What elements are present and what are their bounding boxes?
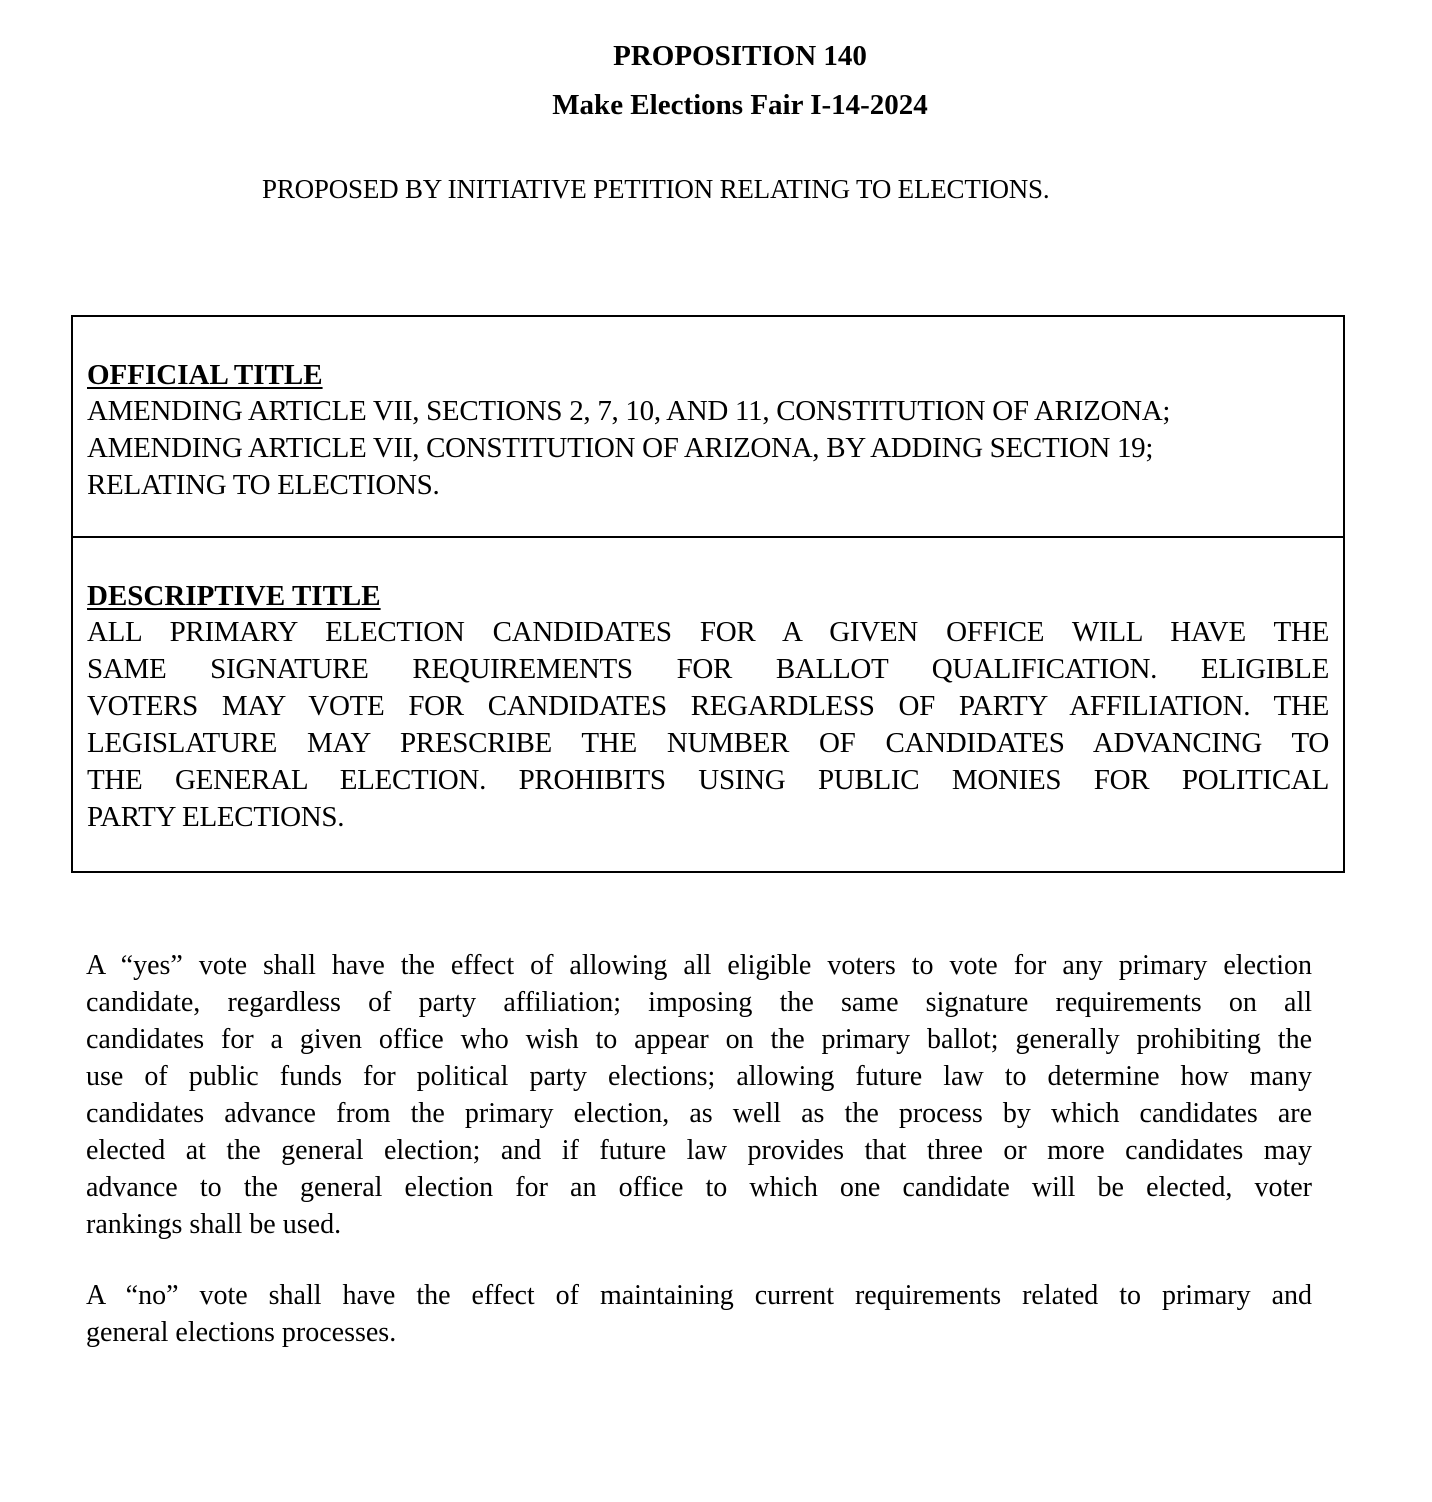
descriptive-title-text — [87, 614, 1329, 836]
descriptive-title-line: ALL PRIMARY ELECTION CANDIDATES FOR A GIVEN OFFICE WILL HAVE THE — [87, 616, 1329, 648]
proposition-name: Make Elections Fair I-14-2024 — [552, 89, 928, 121]
descriptive-title-cell — [73, 538, 1343, 871]
yes-effect-line: A “yes” vote shall have the effect of allowing all eligible voters to vote for any primary election — [86, 950, 1312, 981]
descriptive-title-line: LEGISLATURE MAY PRESCRIBE THE NUMBER OF CANDIDATES ADVANCING TO — [87, 727, 1329, 759]
official-title-line: RELATING TO ELECTIONS. — [87, 469, 440, 501]
descriptive-title-line: VOTERS MAY VOTE FOR CANDIDATES REGARDLESS OF PARTY AFFILIATION. THE — [87, 690, 1329, 722]
yes-effect-line: use of public funds for political party elections; allowing future law to determine how many — [86, 1061, 1312, 1092]
titles-table — [71, 315, 1345, 873]
descriptive-title-line: PARTY ELECTIONS. — [87, 801, 345, 833]
yes-effect-line: advance to the general election for an office to which one candidate will be elected, voter — [86, 1172, 1312, 1203]
official-title-heading: OFFICIAL TITLE — [87, 359, 323, 391]
official-title-cell — [73, 317, 1343, 538]
proposed-by-line: PROPOSED BY INITIATIVE PETITION RELATING TO ELECTIONS. — [262, 174, 1050, 204]
proposition-number: PROPOSITION 140 — [613, 40, 867, 72]
no-vote-effect-paragraph — [86, 1277, 1312, 1351]
descriptive-title-line: THE GENERAL ELECTION. PROHIBITS USING PUBLIC MONIES FOR POLITICAL — [87, 764, 1329, 796]
no-effect-line: general elections processes. — [86, 1317, 397, 1348]
yes-effect-line: candidates for a given office who wish to appear on the primary ballot; generally prohibiting the — [86, 1024, 1312, 1055]
yes-effect-line: rankings shall be used. — [86, 1209, 342, 1240]
official-title-line: AMENDING ARTICLE VII, SECTIONS 2, 7, 10, AND 11, CONSTITUTION OF ARIZONA; — [87, 395, 1171, 427]
descriptive-title-heading: DESCRIPTIVE TITLE — [87, 580, 381, 612]
yes-effect-line: candidate, regardless of party affiliation; imposing the same signature requirements on all — [86, 987, 1312, 1018]
official-title-line: AMENDING ARTICLE VII, CONSTITUTION OF ARIZONA, BY ADDING SECTION 19; — [87, 432, 1154, 464]
official-title-text — [87, 393, 1329, 504]
yes-effect-line: elected at the general election; and if future law provides that three or more candidates may — [86, 1135, 1312, 1166]
yes-effect-line: candidates advance from the primary election, as well as the process by which candidates are — [86, 1098, 1312, 1129]
yes-vote-effect-paragraph — [86, 947, 1312, 1243]
no-effect-line: A “no” vote shall have the effect of maintaining current requirements related to primary and — [86, 1280, 1312, 1311]
descriptive-title-line: SAME SIGNATURE REQUIREMENTS FOR BALLOT QUALIFICATION. ELIGIBLE — [87, 653, 1329, 685]
